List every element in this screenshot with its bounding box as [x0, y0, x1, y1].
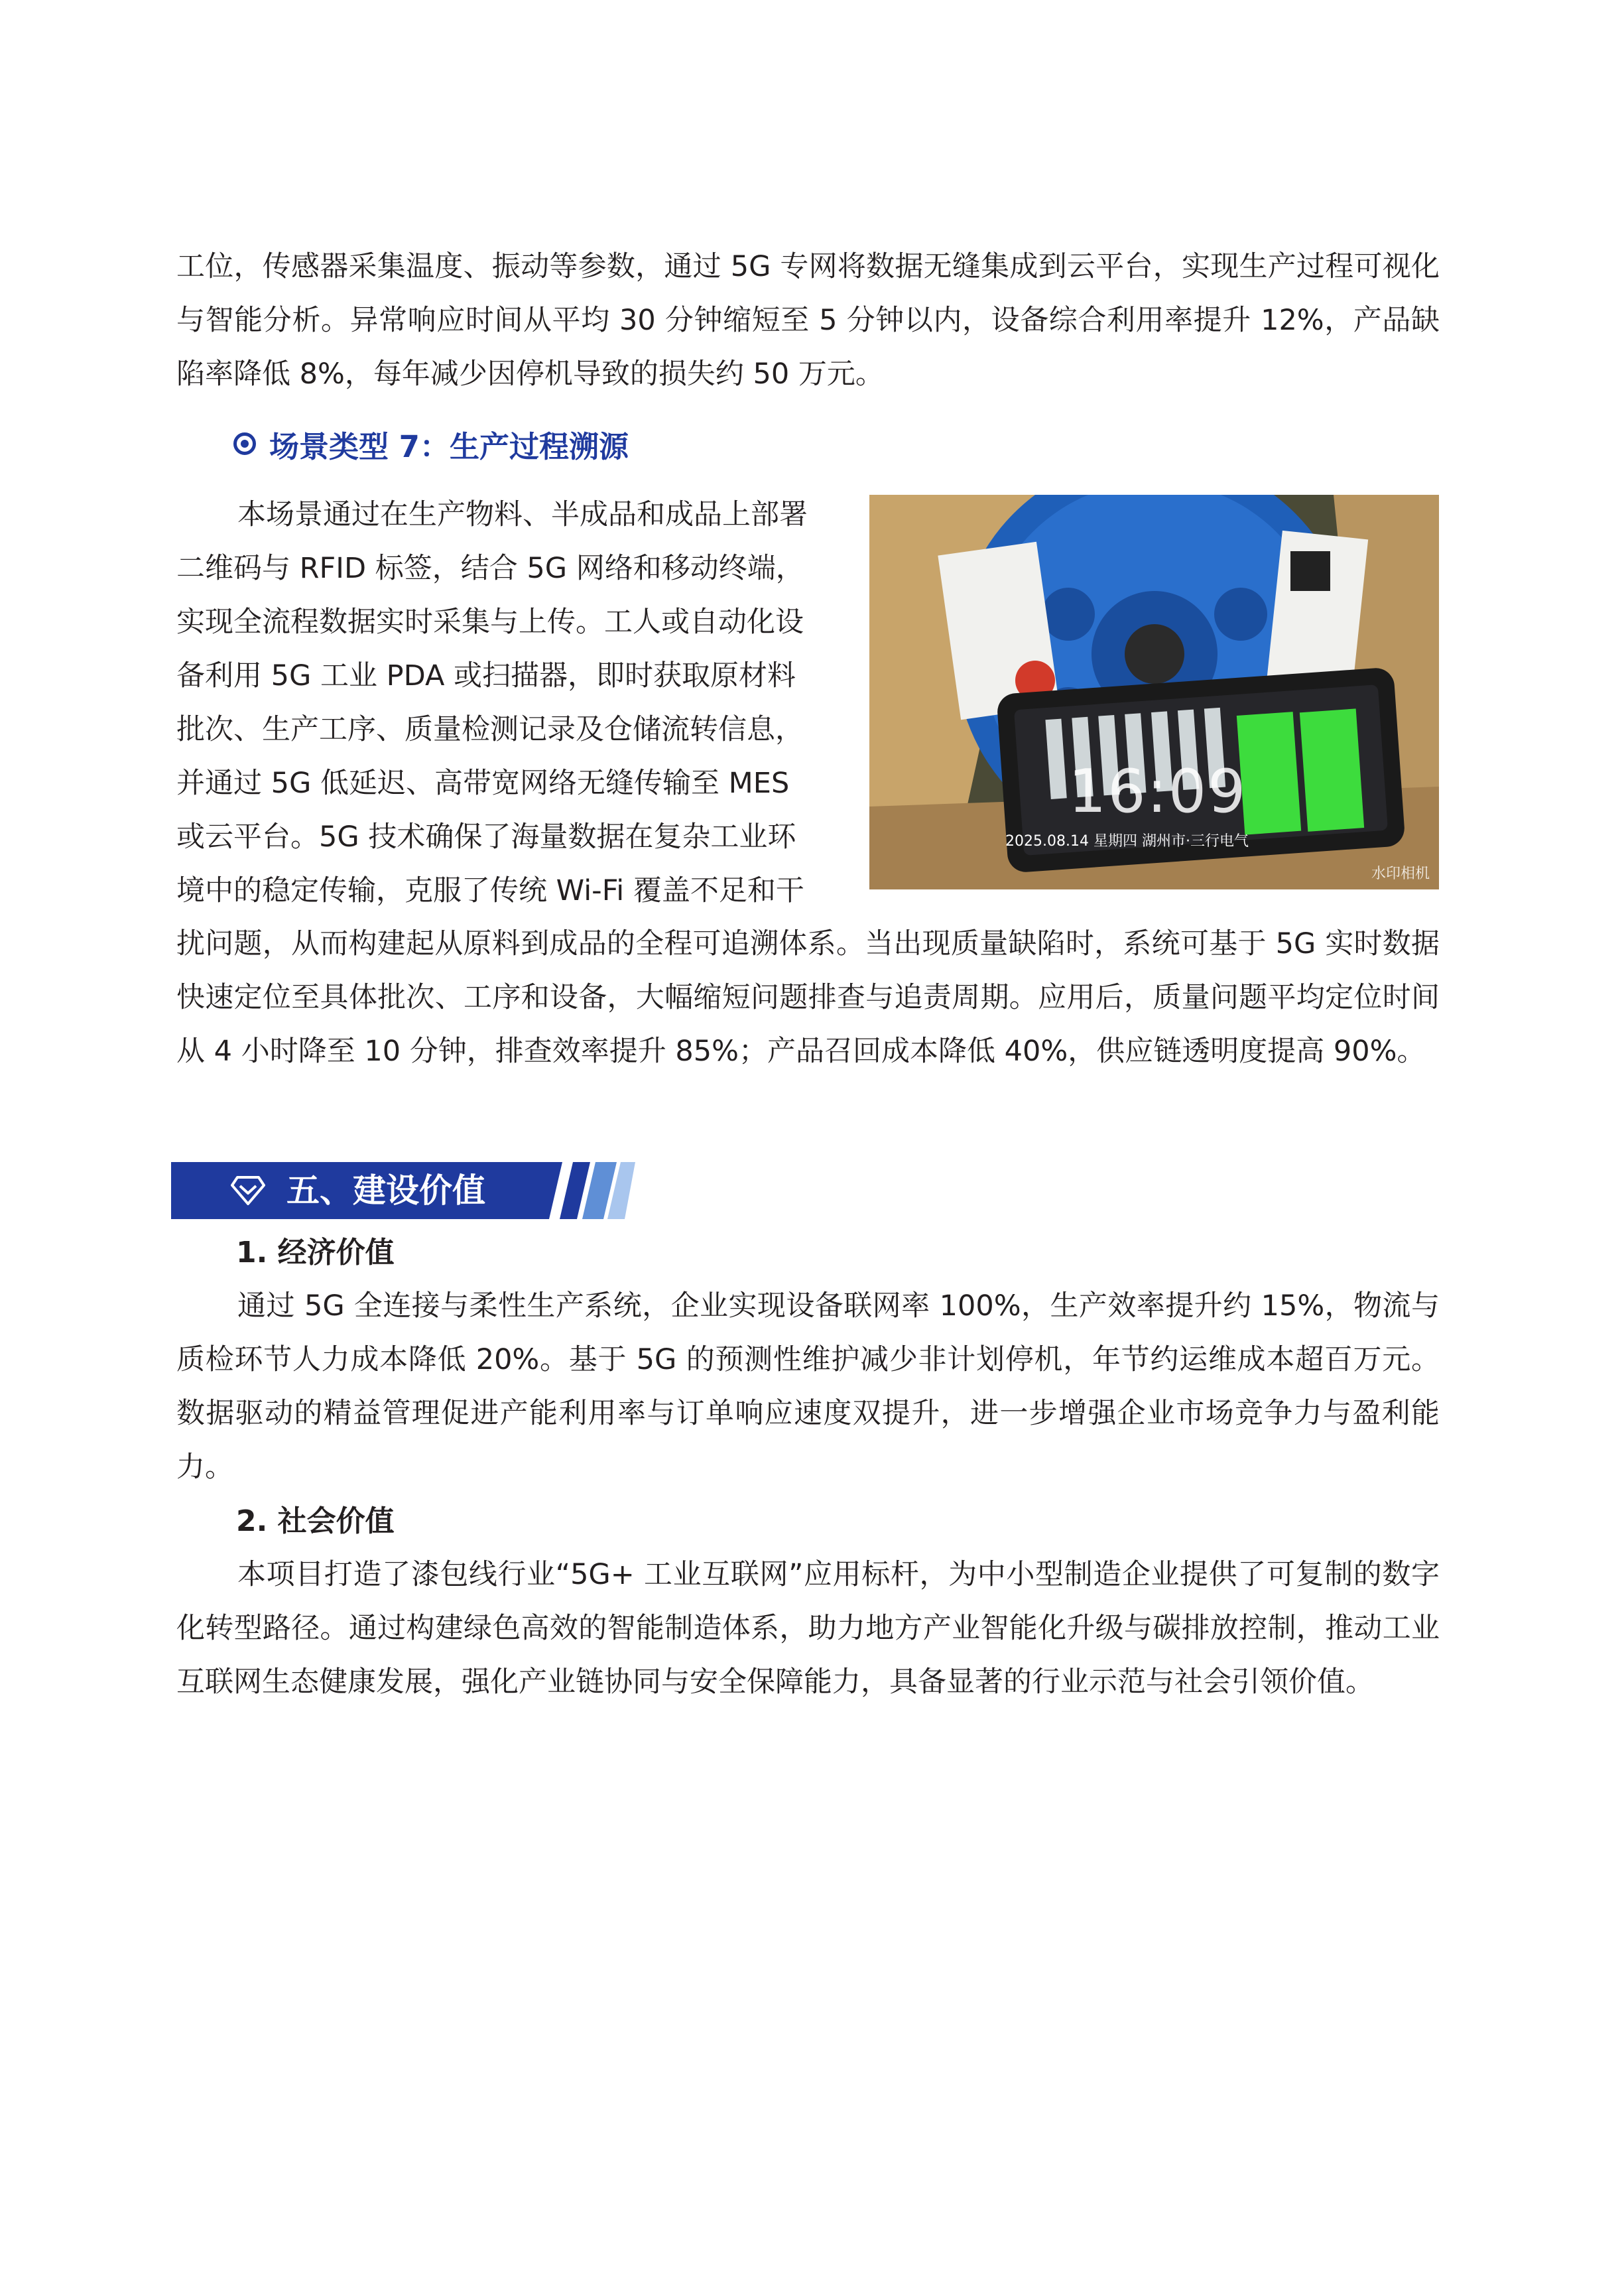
- scene7-line: 备利用 5G 工业 PDA 或扫描器，即时获取原材料: [176, 659, 796, 692]
- economic-text: 通过 5G 全连接与柔性生产系统，企业实现设备联网率 100%，生产效率提升约 15%，物流与质检环节人力成本降低 20%。基于 5G 的预测性维护减少非计划停机，年节约运维成本超百万元。数据驱动的精益管理促进产能利用率与订单响应速度双提升，进一步增强企业市场竞争力与盈利能力。: [176, 1289, 1440, 1484]
- social-heading: 2. 社会价值: [236, 1504, 395, 1538]
- scene7-line: 本场景通过在生产物料、半成品和成品上部署: [237, 498, 808, 531]
- economic-heading: 1. 经济价值: [236, 1236, 395, 1270]
- scene7-photo: [869, 495, 1439, 889]
- scene7-line: 并通过 5G 低延迟、高带宽网络无缝传输至 MES: [176, 767, 790, 800]
- intro-paragraph: 工位，传感器采集温度、振动等参数，通过 5G 专网将数据无缝集成到云平台，实现生产过程可视化与智能分析。异常响应时间从平均 30 分钟缩短至 5 分钟以内，设备综合利用率提升 12%，产品缺陷率降低 8%，每年减少因停机导致的损失约 50 万元。: [176, 250, 1440, 391]
- scene7-line: 实现全流程数据实时采集与上传。工人或自动化设: [176, 606, 804, 639]
- scene7-line: 或云平台。5G 技术确保了海量数据在复杂工业环: [176, 820, 796, 854]
- scene7-continuation: 扰问题，从而构建起从原料到成品的全程可追溯体系。当出现质量缺陷时，系统可基于 5G 实时数据快速定位至具体批次、工序和设备，大幅缩短问题排查与追责周期。应用后，质量问题平均定位时间从 4 小时降至 10 分钟，排查效率提升 85%；产品召回成本降低 40%，供应链透明度提高 90%。: [176, 927, 1440, 1068]
- scene7-heading: [233, 421, 629, 467]
- scene7-line: 境中的稳定传输，克服了传统 Wi-Fi 覆盖不足和干: [176, 874, 804, 907]
- scene7-line: 二维码与 RFID 标签，结合 5G 网络和移动终端，: [176, 552, 804, 585]
- scene7-line: 批次、生产工序、质量检测记录及仓储流转信息，: [176, 713, 804, 746]
- photo-caption: 2025.08.14 星期四 湖州市·三行电气: [1005, 833, 1249, 850]
- section-title: 五、建设价值: [286, 1171, 485, 1210]
- social-text: 本项目打造了漆包线行业“5G+ 工业互联网”应用标杆，为中小型制造企业提供了可复制的数字化转型路径。通过构建绿色高效的智能制造体系，助力地方产业智能化升级与碳排放控制，推动工业互联网生态健康发展，强化产业链协同与安全保障能力，具备显著的行业示范与社会引领价值。: [176, 1558, 1440, 1699]
- circle-bullet-icon: [233, 432, 256, 455]
- diamond-icon: [231, 1175, 265, 1206]
- photo-watermark: 水印相机: [1371, 866, 1430, 882]
- scene7-side-text: [176, 488, 846, 918]
- scene7-heading-text: 场景类型 7：生产过程溯源: [269, 428, 629, 464]
- phone-clock: 16:09: [1068, 757, 1247, 826]
